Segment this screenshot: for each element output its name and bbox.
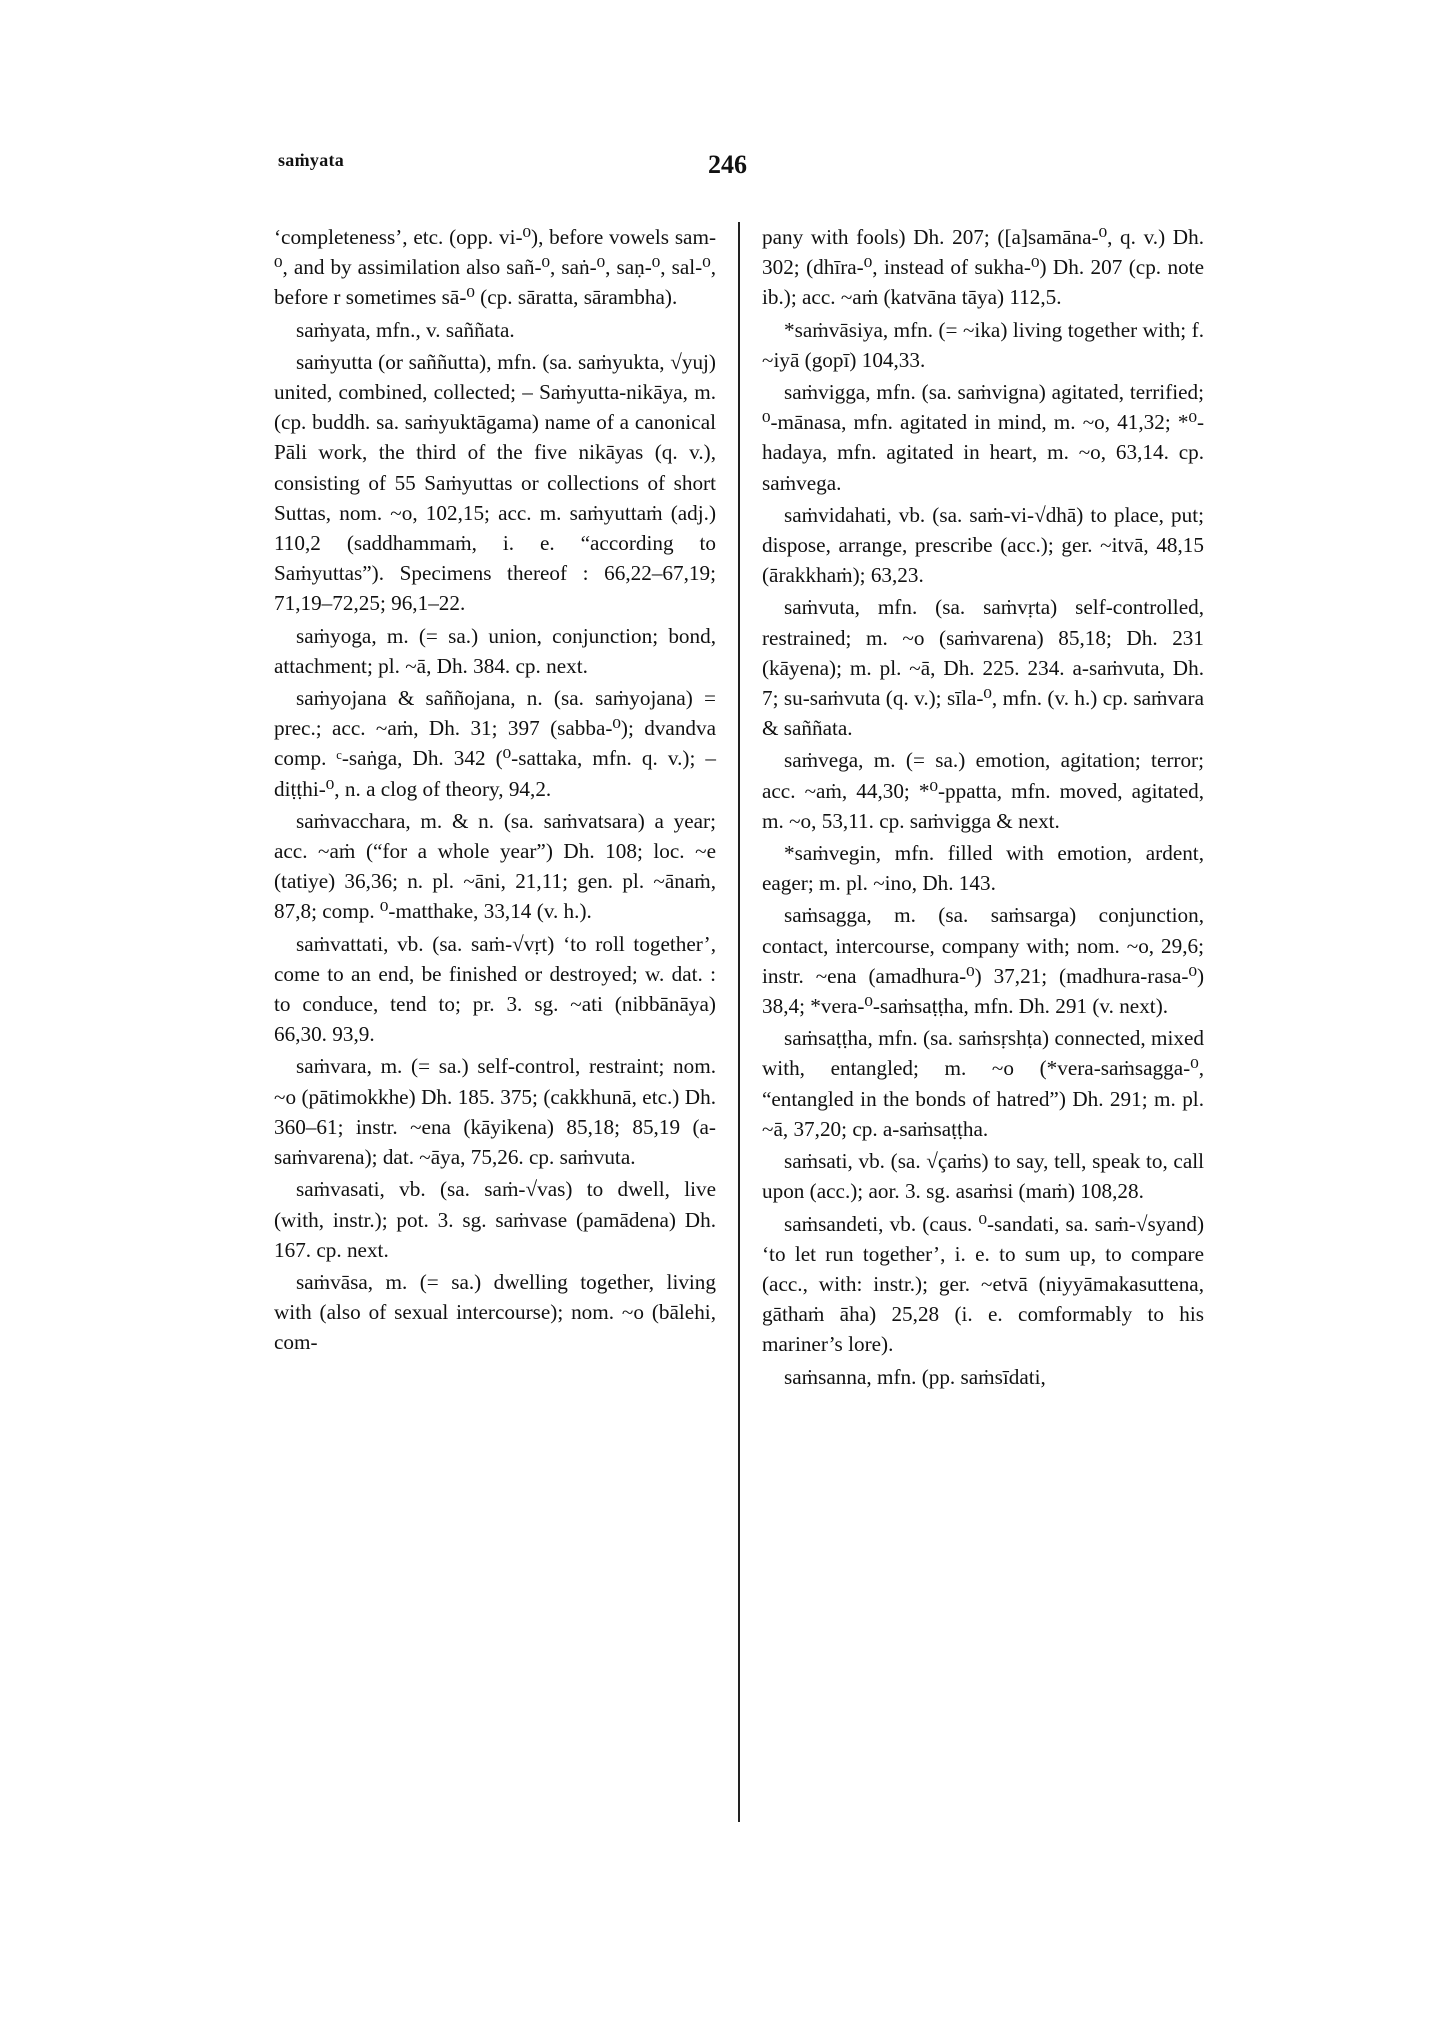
entry-samvidahati: saṁvidahati, vb. (sa. saṁ-vi-√dhā) to place, put; dispose, arrange, prescribe (acc.); ger. ~itvā, 48,15 (ārakkhaṁ); 63,23. — [762, 502, 1204, 588]
entry-samsattha: saṁsaṭṭha, mfn. (sa. saṁsṛshṭa) connected, mixed with, entangled; m. ~o (*vera-saṁsagga-⁰, “entangled in the bonds of hatred”) Dh. 291; m. pl. ~ā, 37,20; cp. a-saṁsaṭṭha. — [762, 1026, 1204, 1141]
right-column — [762, 222, 1204, 1392]
entry-samvasiya: *saṁvāsiya, mfn. (= ~ika) living together with; f. ~iyā (gopī) 104,33. — [762, 317, 1204, 372]
entry-samvasa-continued: pany with fools) Dh. 207; ([a]samāna-⁰, q. v.) Dh. 302; (dhīra-⁰, instead of sukha-⁰) Dh. 207 (cp. note ib.); acc. ~aṁ (katvāna tāya) 112,5. — [762, 225, 1204, 310]
entry-samsandeti: saṁsandeti, vb. (caus. ⁰-sandati, sa. saṁ-√syand) ‘to let run together’, i. e. to sum up, to compare (acc., with: instr.); ger. ~etvā (niyyāmakasuttena, gāthaṁ āha) 25,28 (i. e. comformably to his mariner’s lore). — [762, 1211, 1204, 1357]
entry-samsanna: saṁsanna, mfn. (pp. saṁsīdati, — [784, 1364, 1046, 1389]
running-head: saṁyata — [278, 150, 345, 170]
entry-samsati: saṁsati, vb. (sa. √çaṁs) to say, tell, speak to, call upon (acc.); aor. 3. sg. asaṁsi (maṁ) 108,28. — [762, 1149, 1204, 1204]
entry-samvuta: saṁvuta, mfn. (sa. saṁvṛta) self-controlled, restrained; m. ~o (saṁvarena) 85,18; Dh. 231 (kāyena); m. pl. ~ā, Dh. 225. 234. a-saṁvuta, Dh. 7; su-saṁvuta (q. v.); sīla-⁰, mfn. (v. h.) cp. saṁvara & saññata. — [762, 595, 1204, 741]
left-column — [274, 222, 716, 1358]
entry-samyata: saṁyata, mfn., v. saññata. — [296, 317, 515, 342]
entry-samyutta: saṁyutta (or saññutta), mfn. (sa. saṁyukta, √yuj) united, combined, collected; – Saṁyutta-nikāya, m. (cp. buddh. sa. saṁyuktāgama) name of a canonical Pāli work, the third of the five nikāyas (q. v.), consisting of 55 Saṁyuttas or collections of short Suttas, nom. ~o, 102,15; acc. m. saṁyuttaṁ (adj.) 110,2 (saddhammaṁ, i. e. “according to Saṁyuttas”). Specimens thereof : 66,22–67,19; 71,19–72,25; 96,1–22. — [274, 349, 716, 616]
entry-continuation: ‘completeness’, etc. (opp. vi-⁰), before vowels sam-⁰, and by assimilation also sañ-⁰, saṅ-⁰, saṇ-⁰, sal-⁰, before r sometimes sā-⁰ (cp. sāratta, sārambha). — [274, 225, 716, 310]
entry-samyoga: saṁyoga, m. (= sa.) union, conjunction; bond, attachment; pl. ~ā, Dh. 384. cp. next. — [274, 623, 716, 678]
entry-samvasa: saṁvāsa, m. (= sa.) dwelling together, living with (also of sexual intercourse); nom. ~o (bālehi, com- — [274, 1269, 716, 1355]
entry-samvara: saṁvara, m. (= sa.) self-control, restraint; nom. ~o (pātimokkhe) Dh. 185. 375; (cakkhunā, etc.) Dh. 360–61; instr. ~ena (kāyikena) 85,18; 85,19 (a-saṁvarena); dat. ~āya, 75,26. cp. saṁvuta. — [274, 1054, 716, 1170]
column-divider — [738, 222, 740, 1822]
entry-samvacchara: saṁvacchara, m. & n. (sa. saṁvatsara) a year; acc. ~aṁ (“for a whole year”) Dh. 108; loc. ~e (tatiye) 36,36; n. pl. ~āni, 21,11; gen. pl. ~ānaṁ, 87,8; comp. ⁰-matthake, 33,14 (v. h.). — [274, 808, 716, 924]
entry-samvattati: saṁvattati, vb. (sa. saṁ-√vṛt) ‘to roll together’, come to an end, be finished or destroyed; w. dat. : to conduce, tend to; pr. 3. sg. ~ati (nibbānāya) 66,30. 93,9. — [274, 931, 716, 1047]
entry-samsagga: saṁsagga, m. (sa. saṁsarga) conjunction, contact, intercourse, company with; nom. ~o, 29,6; instr. ~ena (amadhura-⁰) 37,21; (madhura-rasa-⁰) 38,4; *vera-⁰-saṁsaṭṭha, mfn. Dh. 291 (v. next). — [762, 903, 1204, 1019]
entry-samyojana: saṁyojana & saññojana, n. (sa. saṁyojana) = prec.; acc. ~aṁ, Dh. 31; 397 (sabba-⁰); dvandva comp. ᶜ-saṅga, Dh. 342 (⁰-sattaka, mfn. q. v.); – diṭṭhi-⁰, n. a clog of theory, 94,2. — [274, 686, 716, 801]
entry-samvega: saṁvega, m. (= sa.) emotion, agitation; terror; acc. ~aṁ, 44,30; *⁰-ppatta, mfn. moved, agitated, m. ~o, 53,11. cp. saṁvigga & next. — [762, 748, 1204, 833]
entry-samvegin: *saṁvegin, mfn. filled with emotion, ardent, eager; m. pl. ~ino, Dh. 143. — [762, 841, 1204, 896]
entry-samvasati: saṁvasati, vb. (sa. saṁ-√vas) to dwell, live (with, instr.); pot. 3. sg. saṁvase (pamādena) Dh. 167. cp. next. — [274, 1177, 716, 1262]
page-number: 246 — [708, 150, 747, 179]
entry-samvigga: saṁvigga, mfn. (sa. saṁvigna) agitated, terrified; ⁰-mānasa, mfn. agitated in mind, m. ~o, 41,32; *⁰-hadaya, mfn. agitated in heart, m. ~o, 63,14. cp. saṁvega. — [762, 380, 1204, 495]
